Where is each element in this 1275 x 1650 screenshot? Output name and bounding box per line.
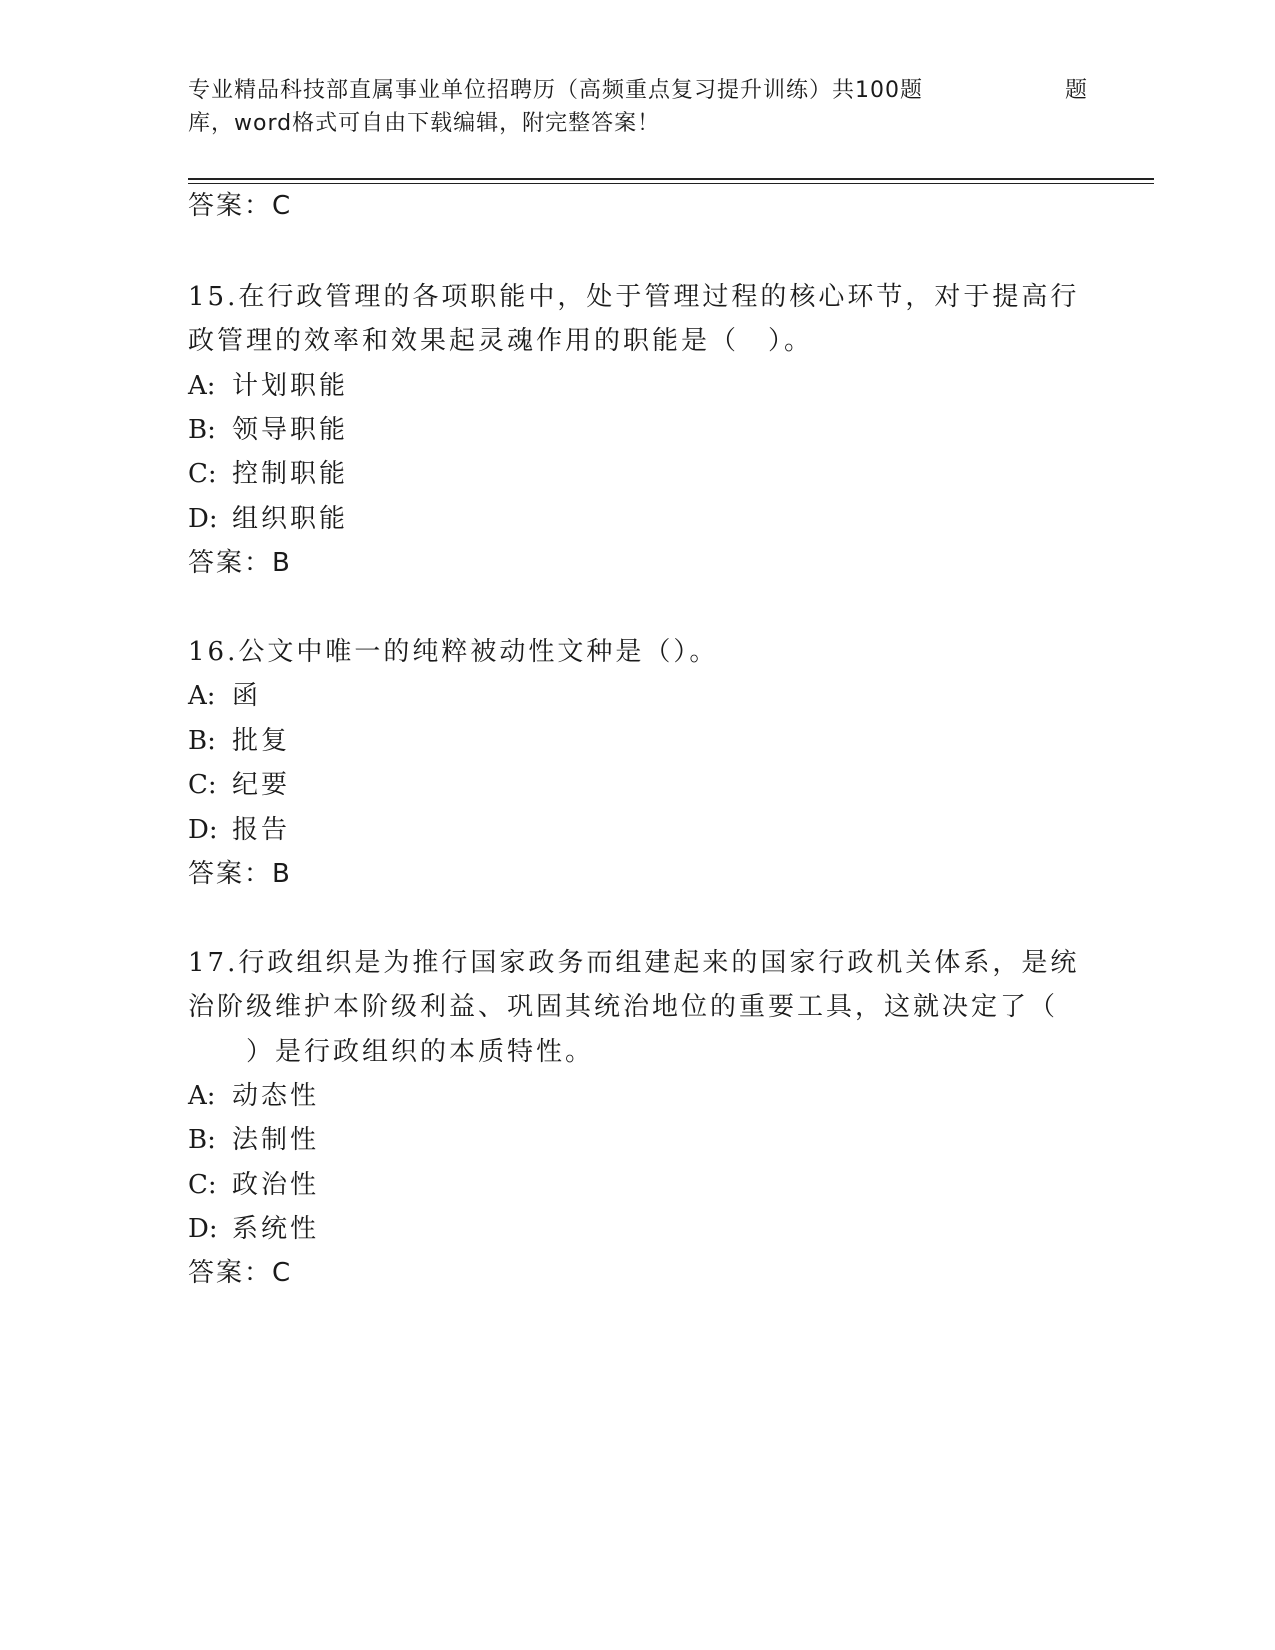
question-15-option-d	[188, 502, 348, 536]
option-text: 报告	[232, 815, 291, 845]
question-16-stem-line-1: 16.公文中唯一的纯粹被动性文种是（）。	[188, 637, 719, 667]
option-letter: D:	[188, 504, 218, 534]
question-15-answer: 答案：B	[188, 548, 292, 578]
question-15-stem-line-1: 15.在行政管理的各项职能中，处于管理过程的核心环节，对于提高行	[188, 282, 1080, 312]
question-16-option-c	[188, 768, 290, 802]
option-letter: A:	[188, 371, 216, 401]
header-rule-thin	[188, 183, 1154, 184]
option-letter: C:	[188, 459, 217, 489]
option-text: 系统性	[232, 1214, 320, 1244]
question-15-option-b	[188, 413, 348, 447]
question-17-answer: 答案：C	[188, 1258, 293, 1288]
option-letter: B:	[188, 1125, 216, 1155]
header-line-2: 库，word格式可自由下载编辑，附完整答案！	[188, 111, 661, 136]
option-text: 计划职能	[232, 371, 349, 401]
header-line-1: 专业精品科技部直属事业单位招聘历（高频重点复习提升训练）共100题	[188, 78, 923, 103]
option-text: 政治性	[232, 1170, 320, 1200]
question-16-option-b	[188, 724, 290, 758]
option-text: 纪要	[232, 770, 291, 800]
option-text: 批复	[232, 726, 291, 756]
option-letter: D:	[188, 815, 218, 845]
question-17-stem-line-2: 治阶级维护本阶级利益、巩固其统治地位的重要工具，这就决定了（	[188, 992, 1059, 1022]
option-letter: B:	[188, 726, 216, 756]
question-15-option-c	[188, 457, 348, 491]
page-header	[188, 74, 1088, 140]
question-15-stem-line-2: 政管理的效率和效果起灵魂作用的职能是（ ）。	[188, 326, 814, 356]
option-letter: A:	[188, 681, 216, 711]
option-letter: A:	[188, 1081, 216, 1111]
question-17-stem-line-3: ）是行政组织的本质特性。	[188, 1037, 595, 1067]
option-text: 领导职能	[232, 415, 349, 445]
header-line-1-trail: 题	[1065, 78, 1089, 103]
question-17-option-b	[188, 1123, 319, 1157]
option-text: 函	[232, 681, 262, 711]
question-16-option-a	[188, 679, 261, 713]
question-16-answer: 答案：B	[188, 859, 292, 889]
question-17-stem-line-1: 17.行政组织是为推行国家政务而组建起来的国家行政机关体系，是统	[188, 948, 1080, 978]
option-text: 控制职能	[232, 459, 349, 489]
option-text: 动态性	[232, 1081, 320, 1111]
option-text: 组织职能	[232, 504, 349, 534]
previous-answer: 答案：C	[188, 191, 293, 221]
question-15-option-a	[188, 369, 348, 403]
question-17-option-a	[188, 1079, 319, 1113]
question-17-option-c	[188, 1168, 319, 1202]
option-letter: C:	[188, 1170, 217, 1200]
header-rule-thick	[188, 178, 1154, 180]
option-letter: B:	[188, 415, 216, 445]
question-17-option-d	[188, 1212, 319, 1246]
question-16-option-d	[188, 813, 290, 847]
option-letter: C:	[188, 770, 217, 800]
option-text: 法制性	[232, 1125, 320, 1155]
option-letter: D:	[188, 1214, 218, 1244]
